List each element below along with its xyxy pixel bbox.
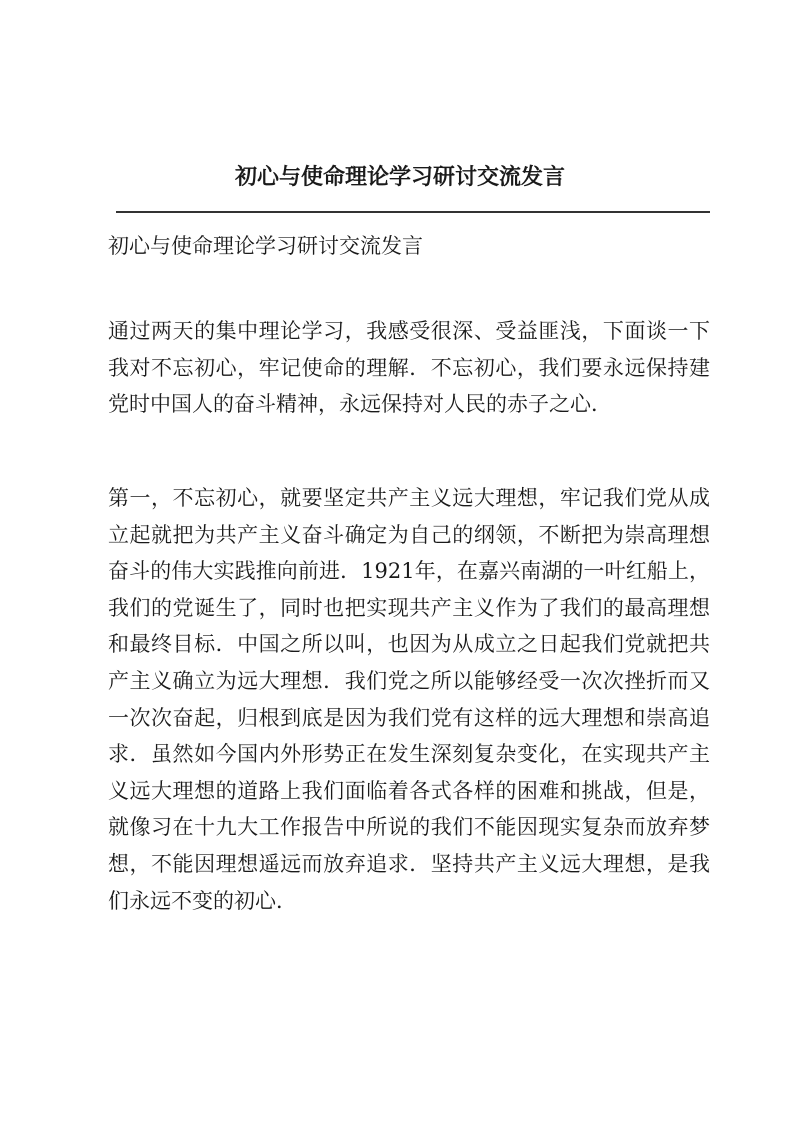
- document-title: 初心与使命理论学习研讨交流发言: [234, 164, 565, 190]
- paragraph-line: 就像习在十九大工作报告中所说的我们不能因现实复杂而放弃梦: [108, 815, 710, 840]
- paragraph-line: 们永远不变的初心．: [108, 888, 297, 913]
- paragraph: [108, 480, 710, 919]
- paragraph: [108, 313, 710, 423]
- paragraph-line: 想，不能因理想遥远而放弃追求．坚持共产主义远大理想，是我: [108, 851, 710, 876]
- paragraph-line: 和最终目标．中国之所以叫，也因为从成立之日起我们党就把共: [108, 632, 710, 657]
- paragraph-line: 求．虽然如今国内外形势正在发生深刻复杂变化，在实现共产主: [108, 742, 710, 767]
- paragraph-line: 党时中国人的奋斗精神，永远保持对人民的赤子之心．: [108, 392, 612, 417]
- paragraph-line: 我们的党诞生了，同时也把实现共产主义作为了我们的最高理想: [108, 595, 710, 620]
- paragraph-line: 通过两天的集中理论学习，我感受很深、受益匪浅，下面谈一下: [108, 319, 710, 343]
- title-divider: [116, 211, 710, 213]
- paragraph-line: 产主义确立为远大理想．我们党之所以能够经受一次次挫折而又: [108, 668, 710, 693]
- paragraph-line: 立起就把为共产主义奋斗确定为自己的纲领，不断把为崇高理想: [108, 522, 710, 547]
- paragraph-line: 义远大理想的道路上我们面临着各式各样的困难和挑战，但是，: [108, 778, 710, 803]
- document-subtitle: 初心与使命理论学习研讨交流发言: [108, 234, 423, 258]
- paragraph-line: 我对不忘初心，牢记使命的理解．不忘初心，我们要永远保持建: [108, 355, 710, 380]
- paragraph-line: 第一，不忘初心，就要坚定共产主义远大理想，牢记我们党从成: [108, 486, 710, 510]
- paragraph-line: 一次次奋起，归根到底是因为我们党有这样的远大理想和崇高追: [108, 705, 710, 730]
- paragraph-line: 奋斗的伟大实践推向前进．1921年，在嘉兴南湖的一叶红船上，: [108, 559, 710, 584]
